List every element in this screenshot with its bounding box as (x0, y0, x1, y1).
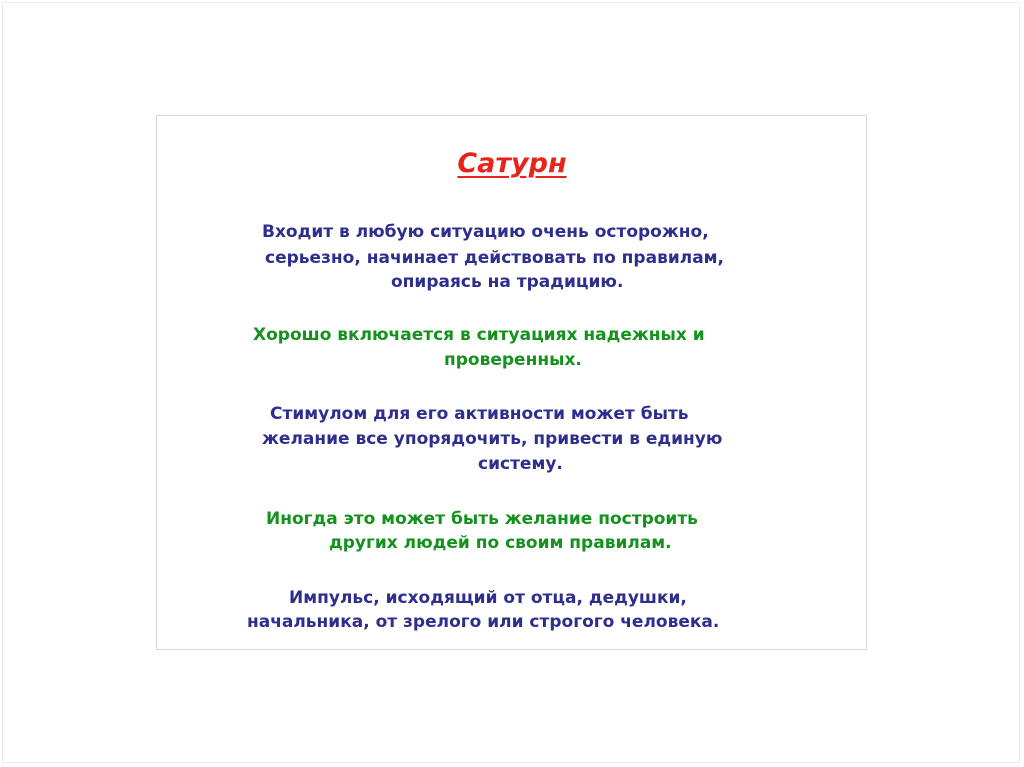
paragraph-line: систему. (478, 454, 563, 474)
paragraph-line: начальника, от зрелого или строгого человека. (247, 612, 720, 632)
paragraph-line: других людей по своим правилам. (329, 533, 672, 553)
slide-title: Сатурн (457, 148, 567, 179)
paragraph-line: желание все упорядочить, привести в единую (262, 429, 723, 449)
paragraph-line: Импульс, исходящий от отца, дедушки, (289, 588, 687, 608)
paragraph-line: опираясь на традицию. (391, 272, 624, 292)
paragraph-line: Стимулом для его активности может быть (270, 404, 689, 424)
paragraph-line: проверенных. (444, 350, 582, 370)
paragraph-line: Хорошо включается в ситуациях надежных и (253, 325, 705, 345)
paragraph-line: Иногда это может быть желание построить (266, 509, 698, 529)
paragraph-line: серьезно, начинает действовать по правилам, (265, 248, 725, 268)
slide (156, 115, 867, 650)
paragraph-line: Входит в любую ситуацию очень осторожно, (262, 222, 709, 242)
